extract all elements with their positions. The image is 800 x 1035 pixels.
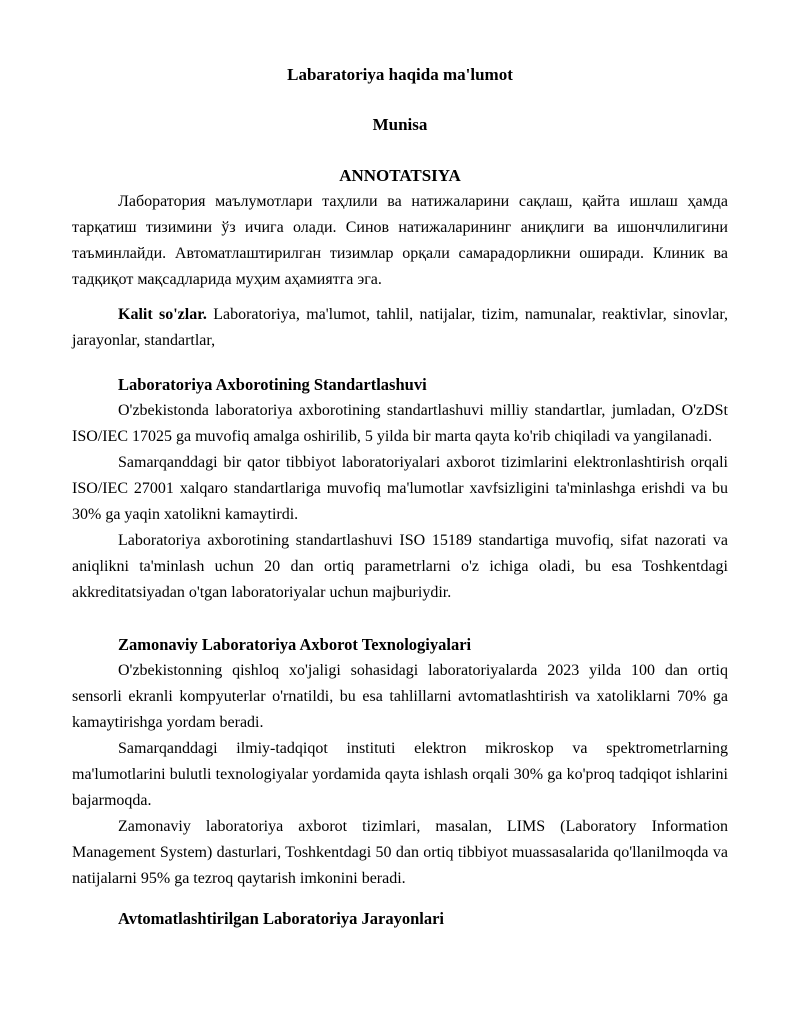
section-paragraph: O'zbekistonda laboratoriya axborotining standartlashuvi milliy standartlar, jumladan, O'zDSt ISO/IEC 17025 ga muvofiq amalga oshirilib, 5 yilda bir marta qayta ko'rib chiqiladi va yangilanadi. <box>72 402 728 445</box>
section-paragraph: Laboratoriya axborotining standartlashuvi ISO 15189 standartiga muvofiq, sifat nazorati va aniqlikni ta'minlash uchun 20 dan ortiq parametrlarni o'z ichiga oladi, bu esa Toshkentdagi akkreditatsiyadan o'tgan laboratoriyalar uchun majburiydir. <box>72 532 728 601</box>
annotation-heading: ANNOTATSIYA <box>339 166 461 185</box>
section-heading: Laboratoriya Axborotining Standartlashuvi <box>118 375 427 394</box>
section-paragraph: Samarqanddagi ilmiy-tadqiqot instituti elektron mikroskop va spektrometrlarning ma'lumotlarini bulutli texnologiyalar yordamida qayta ishlash orqali 30% ga ko'proq tadqiqot ishlarini bajarmoqda. <box>72 740 728 809</box>
document-title: Labaratoriya haqida ma'lumot <box>287 65 513 84</box>
keywords-paragraph <box>72 302 728 354</box>
annotation-paragraph: Лаборатория маълумотлари таҳлили ва натижаларини сақлаш, қайта ишлаш ҳамда тарқатиш тизимини ўз ичига олади. Синов натижаларининг аниқлиги ва ишончлилигини таъминлайди. Автоматлаштирилган тизимлар орқали самарадорликни оширади. Клиник ва тадқиқот мақсадларида муҳим аҳамиятга эга. <box>72 193 728 288</box>
document-author: Munisa <box>372 115 428 134</box>
section-heading: Zamonaviy Laboratoriya Axborot Texnologiyalari <box>118 635 472 654</box>
section-heading: Avtomatlashtirilgan Laboratoriya Jarayonlari <box>118 909 445 928</box>
section-jarayonlari <box>72 906 728 932</box>
section-paragraph: Zamonaviy laboratoriya axborot tizimlari, masalan, LIMS (Laboratory Information Management System) dasturlari, Toshkentdagi 50 dan ortiq tibbiyot muassasalarida qo'llanilmoqda va natijalarni 95% ga tezroq qaytarish imkonini beradi. <box>72 818 728 887</box>
keywords-text: Laboratoriya, ma'lumot, tahlil, natijalar, tizim, namunalar, reaktivlar, sinovlar, jarayonlar, standartlar, <box>72 306 729 349</box>
section-paragraph: O'zbekistonning qishloq xo'jaligi sohasidagi laboratoriyalarda 2023 yilda 100 dan ortiq sensorli ekranli kompyuterlar o'rnatildi, bu esa tahlillarni avtomatlashtirish va xatoliklarni 70% ga kamaytirishga yordam beradi. <box>72 662 728 731</box>
keywords-label: Kalit so'zlar. <box>118 306 207 323</box>
section-paragraph: Samarqanddagi bir qator tibbiyot laboratoriyalari axborot tizimlarini elektronlashtirish orqali ISO/IEC 27001 xalqaro standartlariga muvofiq ma'lumotlar xavfsizligini ta'minlashga erishdi va bu 30% ga yaqin xatolikni kamaytirdi. <box>72 454 728 523</box>
section-texnologiyalari <box>72 632 728 892</box>
section-standartlashuvi <box>72 372 728 606</box>
